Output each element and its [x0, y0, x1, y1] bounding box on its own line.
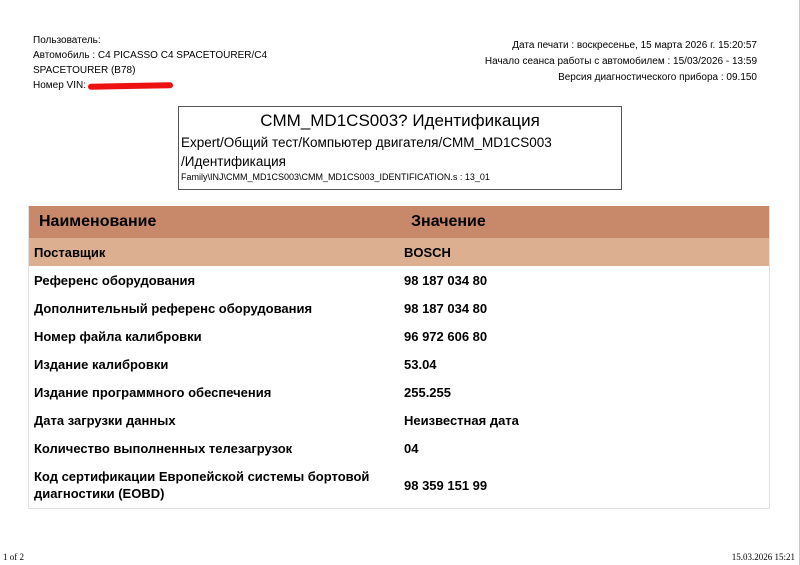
- vehicle-line-2: SPACETOURER (B78): [33, 65, 136, 76]
- user-label: Пользователь:: [33, 35, 101, 46]
- row-value: 98 187 034 80: [404, 272, 488, 288]
- row-value: 98 187 034 80: [404, 300, 488, 316]
- vin-row: [33, 78, 278, 93]
- print-info: [485, 38, 757, 86]
- row-name: Издание программного обеспечения: [34, 384, 272, 400]
- menu-path-line-2: /Идентификация: [181, 154, 286, 169]
- vehicle-info: [33, 33, 278, 93]
- script-file: Family\INJ\CMM_MD1CS003\CMM_MD1CS003_IDENTIFICATION.s : 13_01: [181, 172, 490, 182]
- table-row: [29, 462, 769, 508]
- table-row: [29, 322, 769, 350]
- row-name: Дата загрузки данных: [34, 412, 176, 428]
- column-header-name: Наименование: [39, 213, 157, 230]
- vehicle-line-1: Автомобиль : C4 PICASSO C4 SPACETOURER/C4: [33, 50, 268, 61]
- table-row: [29, 266, 769, 294]
- vin-redaction-mark: [88, 82, 173, 89]
- page-title: CMM_MD1CS003? Идентификация: [260, 111, 540, 130]
- footer-timestamp: 15.03.2026 15:21: [731, 552, 795, 562]
- row-name: Издание калибровки: [34, 356, 169, 372]
- column-header-value: Значение: [411, 213, 486, 230]
- table-row: [29, 350, 769, 378]
- table-row: [29, 406, 769, 434]
- row-value: 53.04: [404, 356, 437, 372]
- row-value: Неизвестная дата: [404, 412, 519, 428]
- table-row: [29, 294, 769, 322]
- vin-label: Номер VIN:: [33, 80, 87, 91]
- page-number: 1 of 2: [3, 552, 24, 562]
- title-box: [178, 106, 622, 190]
- row-name: Код сертификации Европейской системы бортовой диагностики (EOBD): [34, 469, 370, 501]
- menu-path-line-1: Expert/Общий тест/Компьютер двигателя/CMM_MD1CS003: [181, 135, 552, 150]
- row-name: Дополнительный референс оборудования: [34, 300, 313, 316]
- row-value: 98 359 151 99: [404, 477, 488, 493]
- row-name: Количество выполненных телезагрузок: [34, 440, 293, 456]
- row-name: Референс оборудования: [34, 272, 196, 288]
- table-header: [29, 206, 769, 238]
- table-row: [29, 378, 769, 406]
- row-value: BOSCH: [404, 244, 451, 260]
- table-row: [29, 434, 769, 462]
- row-value: 255.255: [404, 384, 451, 400]
- row-value: 96 972 606 80: [404, 328, 488, 344]
- tool-version: Версия диагностического прибора : 09.150: [558, 72, 757, 83]
- print-date: Дата печати : воскресенье, 15 марта 2026 г. 15:20:57: [512, 40, 757, 51]
- row-name: Номер файла калибровки: [34, 328, 202, 344]
- row-name: Поставщик: [34, 244, 106, 260]
- table-row: [29, 238, 769, 266]
- identification-table: [28, 206, 770, 509]
- session-start: Начало сеанса работы с автомобилем : 15/03/2026 - 13:59: [484, 56, 757, 67]
- row-value: 04: [404, 440, 419, 456]
